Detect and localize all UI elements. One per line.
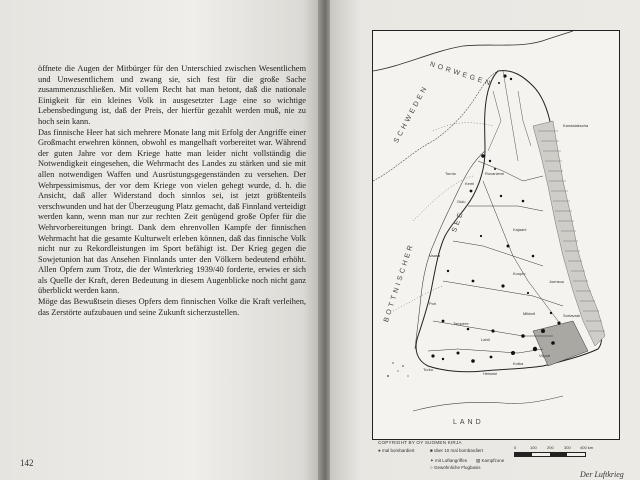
paragraph-3: Möge das Bewußtsein dieses Opfers dem finnischen Volke die Kraft verleihen, das Zerstörte aufzubauen und seine Zukunft sicherzustellen. xyxy=(38,297,306,317)
northern-border xyxy=(373,31,573,71)
scale-label: 100 xyxy=(530,445,537,450)
legend-item: ■ über 10 mal bombardiert xyxy=(430,448,483,453)
legend-item: ✦ mit Luftangriffen xyxy=(430,458,468,463)
body-text xyxy=(38,64,306,318)
place-label: Rovaniemi xyxy=(485,171,504,176)
place-label: Pori xyxy=(429,301,437,306)
scale-label: 300 xyxy=(564,445,571,450)
scale-bar xyxy=(514,452,586,457)
map-figure xyxy=(372,30,620,440)
scale-label: 200 xyxy=(547,445,554,450)
transport-network xyxy=(428,161,563,353)
paragraph-1: öffnete die Augen der Mitbürger für den Unterschied zwischen Wesentlichem und Unwesentlichem und zwang sie, sich fest für die große Sache zusammenzuschließen. Mit vollem Recht hat man betont, daß die nationale Einigkeit für ein kleines Volk in ausgesetzter Lage eine so wichtige Lebensbedingung ist, daß der Preis, der hierfür gezahlt werden muß, nie zu hoch sein kann. xyxy=(38,64,306,126)
estonian-coast xyxy=(413,396,563,411)
sea-label-norway: NORWEGEN xyxy=(428,61,494,89)
finland-map-drawing xyxy=(373,31,619,439)
place-label: Kandalakscha xyxy=(563,123,589,128)
sea-label-sweden: SCHWEDEN xyxy=(393,83,430,145)
legend-item: ● mal bombardiert xyxy=(378,448,415,453)
bothnian-coast xyxy=(415,151,485,349)
place-label: Sortavala xyxy=(563,313,580,318)
place-label: Lahti xyxy=(481,337,490,342)
sea-label-land: LAND xyxy=(453,419,484,426)
place-label: Helsinki xyxy=(483,371,498,376)
bombing-markers xyxy=(431,74,560,362)
map-caption: Der Luftkrieg xyxy=(580,470,624,479)
map-copyright: COPYRIGHT BY OY SUOMEN KIRJA xyxy=(378,440,462,445)
flight-routes xyxy=(393,123,493,311)
place-label: Viipuri xyxy=(539,353,551,358)
place-label: Joensuu xyxy=(549,279,565,284)
sea-label-bothnian: BOTTNISCHER xyxy=(383,241,416,324)
archipelago xyxy=(387,362,409,377)
place-label: Kotka xyxy=(513,361,524,366)
place-label: Kuopio xyxy=(513,271,526,276)
swedish-border xyxy=(373,71,498,181)
place-label: Tampere xyxy=(453,321,469,326)
paragraph-2: Das finnische Heer hat sich mehrere Monate lang mit Erfolg der Angriffe einer Großmacht erwehren können, obwohl es mangelhaft vorbereitet war. Während der guten Jahre vor dem Kriege hatte man leider nicht vollständig die Notwendigkeit eingesehen, die Wehrmacht des Landes zu stärken und sie mit allen notwendigen Waffen und Ausrüstungsgegenständen zu versehen. Der Wehrpessimismus, der vor dem Kriege von vielen gehegt wurde, d. h. die Ansicht, daß aller Widerstand doch sinnlos sei, ist jetzt größtenteils verschwunden und hat der Überzeugung Platz gemacht, daß Finnland verteidigt werden kann, wenn man nur zur rechten Zeit genügend große Opfer für die Wehrvorbereitungen bringt. Dank dem ehrenvollen Kampfe der finnischen Wehrmacht hat die gesamte Kulturwelt erleben können, daß das finnische Volk nicht nur zu Rekordleistungen im Sport befähigt ist. Der Krieg gegen die Sowjetunion hat das Ansehen Finnlands unter den Völkern bedeutend erhöht. Allen Opfern zum Trotz, die der Winterkrieg 1939/40 forderte, erwies er sich als Quelle der Kraft, deren Bedeutung in diesem Augenblicke noch nicht ganz überblickt werden kann. xyxy=(38,127,306,296)
place-label: Vaasa xyxy=(429,253,441,258)
place-label: Tornio xyxy=(445,171,456,176)
scale-labels xyxy=(514,445,604,451)
page-number: 142 xyxy=(20,458,34,468)
karelian-isthmus-zone xyxy=(533,321,588,366)
place-label: Kajaani xyxy=(513,227,527,232)
sea-label-see: SEE xyxy=(451,209,466,234)
legend-item: ▧ Kampfzone xyxy=(476,458,505,463)
scale-label: 400 km xyxy=(580,445,594,450)
legend-item: ○ Gewöhnliche Flugbasis xyxy=(430,465,481,470)
place-label: Turku xyxy=(423,367,434,372)
place-label: Kemi xyxy=(465,181,475,186)
place-label: Mikkeli xyxy=(523,311,536,316)
scale-label: 0 xyxy=(514,445,517,450)
northern-roads xyxy=(488,71,531,161)
place-label: Oulu xyxy=(457,199,466,204)
